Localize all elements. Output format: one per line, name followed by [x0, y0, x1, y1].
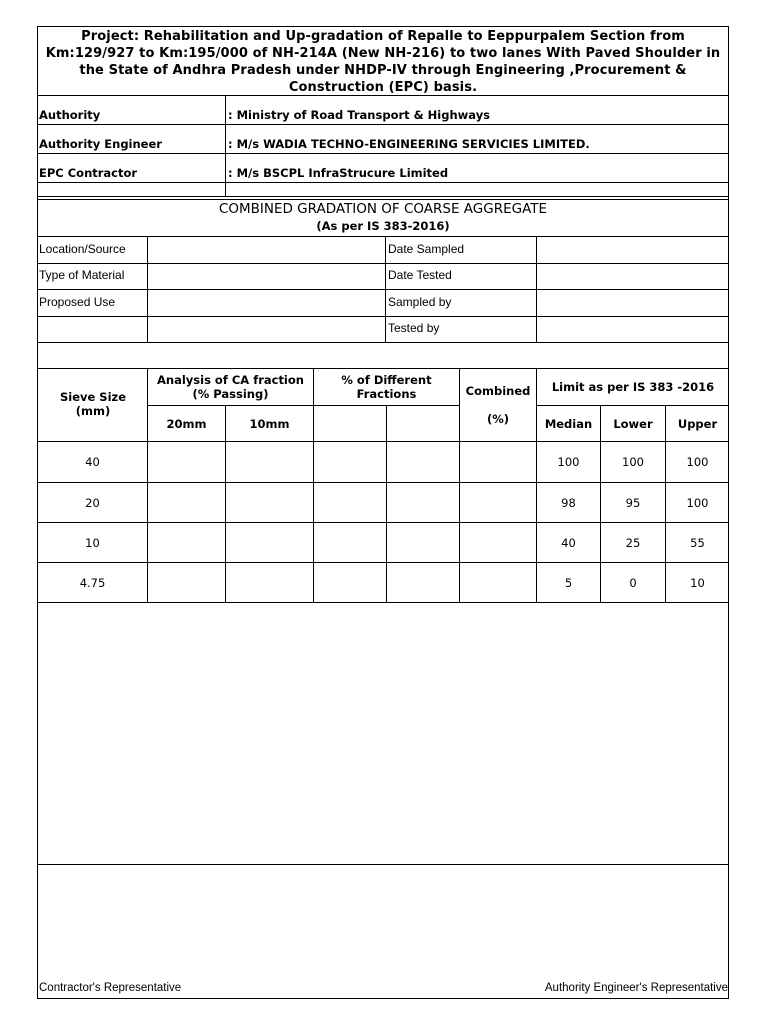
- authority-engineer-value: : M/s WADIA TECHNO-ENGINEERING SERVICIES LIMITED.: [228, 137, 590, 151]
- median-cell: 100: [557, 455, 580, 469]
- authority-engineer-label: Authority Engineer: [39, 137, 162, 151]
- sieve-size-header: Sieve Size (mm): [59, 390, 127, 418]
- tested-by-label: Tested by: [388, 321, 440, 335]
- limit-header: Limit as per IS 383 -2016: [551, 380, 715, 394]
- date-sampled-label: Date Sampled: [388, 242, 465, 256]
- divider: [37, 182, 729, 183]
- authority-value: : Ministry of Road Transport & Highways: [228, 108, 491, 122]
- lower-cell: 95: [625, 495, 641, 510]
- combined-unit: (%): [486, 412, 510, 426]
- divider: [37, 289, 729, 290]
- form-title: COMBINED GRADATION OF COARSE AGGREGATE: [218, 201, 548, 217]
- median-cell: 98: [561, 495, 576, 510]
- upper-cell: 100: [686, 495, 709, 510]
- sieve-size-cell: 4.75: [79, 575, 106, 590]
- median-cell: 40: [561, 535, 576, 550]
- sampled-by-label: Sampled by: [388, 295, 452, 309]
- divider: [37, 95, 729, 96]
- lower-cell: 0: [629, 575, 637, 590]
- divider: [37, 153, 729, 154]
- divider: [37, 368, 729, 369]
- combined-header: Combined: [465, 384, 531, 398]
- lower-header: Lower: [613, 416, 653, 431]
- upper-cell: 100: [686, 455, 709, 469]
- median-cell: 5: [564, 575, 573, 590]
- project-description: Project: Rehabilitation and Up-gradation of Repalle to Eeppurpalem Section from Km:129/927 to Km:195/000 of NH-214A (New NH-216) to two lanes With Paved Shoulder in the State of Andhra Pradesh under NHDP-IV through Engineering ,Procurement & Construction (EPC) basis.: [45, 29, 721, 95]
- divider: [459, 368, 460, 602]
- fractions-header: % of Different Fractions: [341, 373, 432, 401]
- divider: [37, 864, 729, 865]
- divider: [225, 95, 226, 196]
- form-subtitle: (As per IS 383-2016): [316, 219, 450, 233]
- proposed-use-label: Proposed Use: [39, 295, 116, 309]
- divider: [37, 124, 729, 125]
- divider: [536, 236, 537, 342]
- median-header: Median: [544, 416, 593, 431]
- divider: [37, 236, 729, 237]
- analysis-ca-header: Analysis of CA fraction (% Passing): [157, 373, 304, 401]
- upper-header: Upper: [677, 416, 718, 431]
- divider: [37, 263, 729, 264]
- col-20mm-header: 20mm: [166, 416, 207, 431]
- contractor-representative: Contractor's Representative: [39, 982, 182, 994]
- location-source-label: Location/Source: [39, 242, 126, 256]
- divider: [385, 236, 386, 342]
- authority-engineer-representative: Authority Engineer's Representative: [544, 982, 728, 994]
- epc-contractor-value: : M/s BSCPL InfraStrucure Limited: [228, 166, 449, 180]
- divider: [37, 342, 729, 343]
- authority-label: Authority: [39, 108, 101, 122]
- divider: [37, 196, 729, 197]
- sieve-size-cell: 40: [85, 455, 100, 469]
- lower-cell: 100: [622, 455, 644, 469]
- divider: [37, 316, 729, 317]
- upper-cell: 10: [690, 575, 705, 590]
- col-10mm-header: 10mm: [249, 416, 290, 431]
- sieve-size-cell: 10: [85, 535, 100, 550]
- divider: [37, 602, 729, 603]
- sieve-size-cell: 20: [85, 495, 100, 510]
- lower-cell: 25: [625, 535, 641, 550]
- type-of-material-label: Type of Material: [39, 268, 125, 282]
- divider: [147, 236, 148, 342]
- date-tested-label: Date Tested: [388, 268, 452, 282]
- epc-contractor-label: EPC Contractor: [39, 166, 138, 180]
- divider: [386, 405, 387, 602]
- divider: [37, 199, 729, 200]
- upper-cell: 55: [690, 535, 705, 550]
